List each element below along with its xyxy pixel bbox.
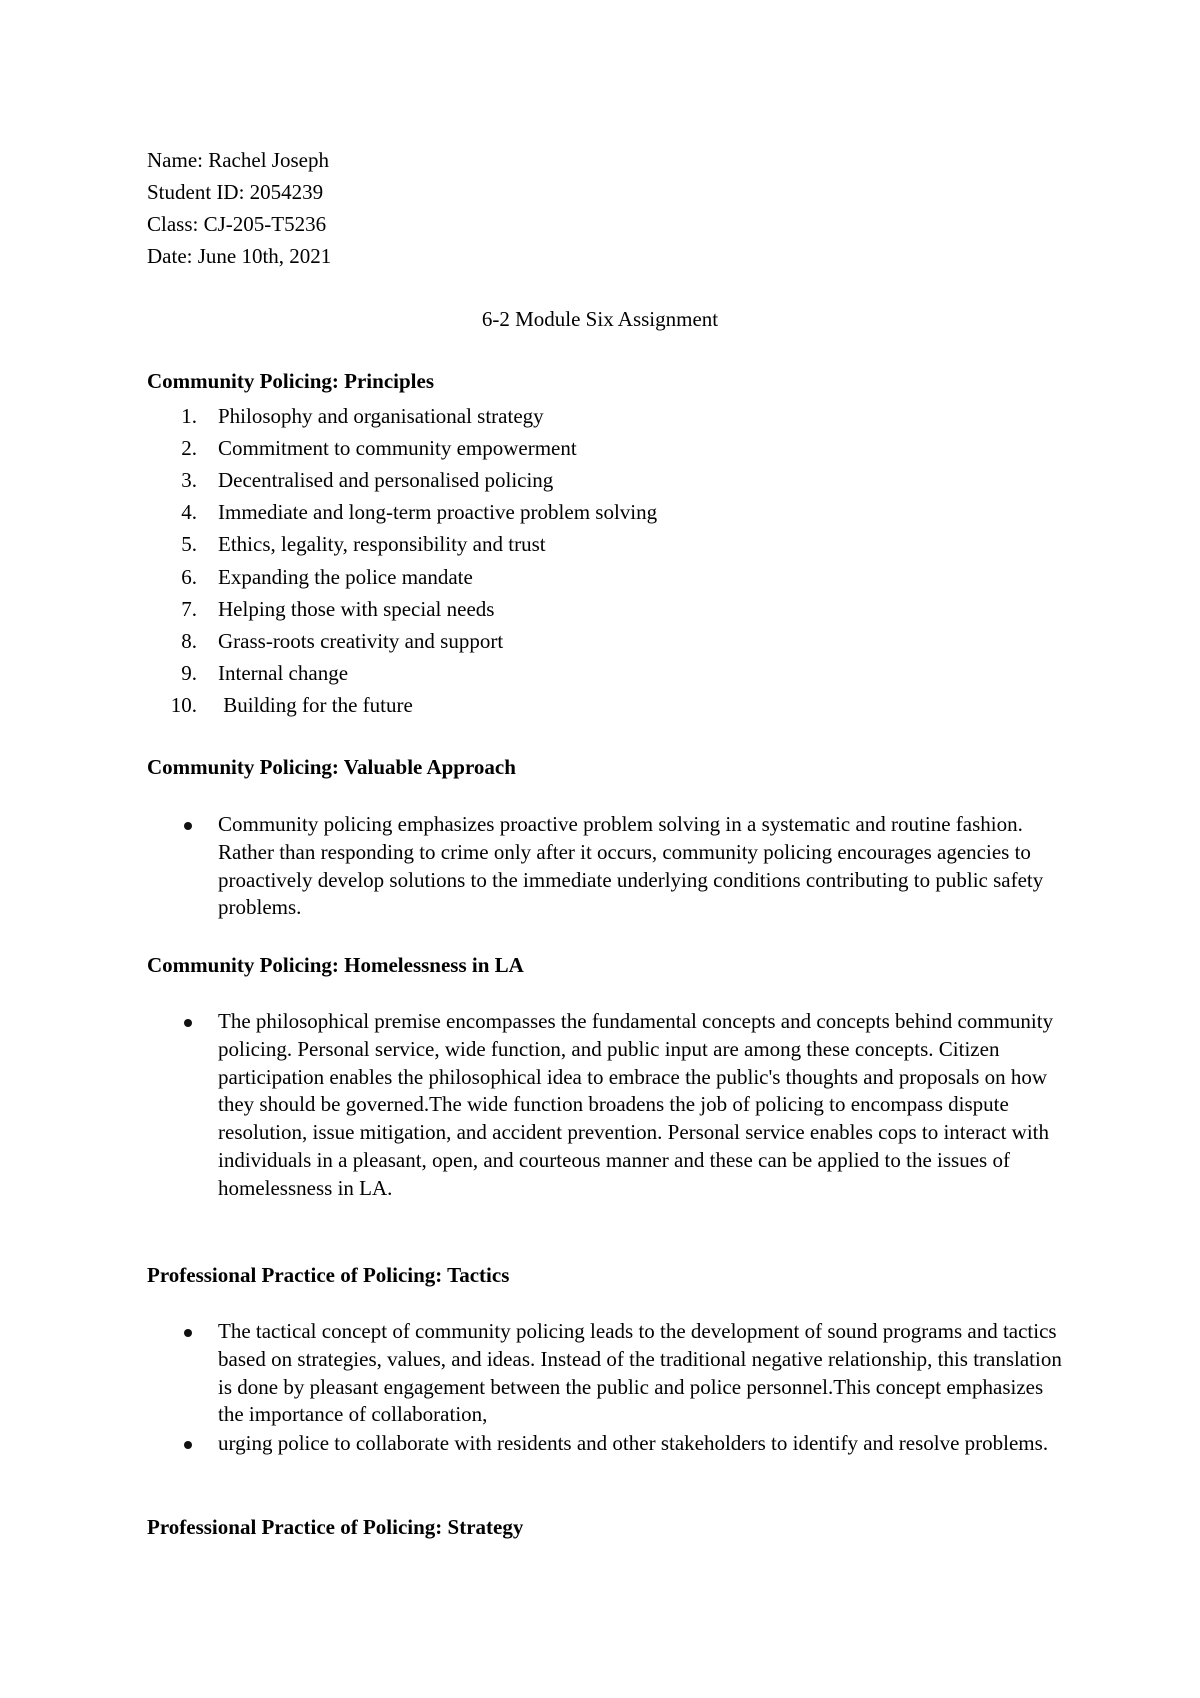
- student-id: Student ID: 2054239: [147, 180, 324, 204]
- student-name: Name: Rachel Joseph: [147, 148, 329, 172]
- bullet-icon: [184, 1019, 192, 1027]
- list-text: Building for the future: [218, 693, 413, 717]
- list-text: Internal change: [218, 661, 349, 685]
- class-code: Class: CJ-205-T5236: [147, 212, 327, 236]
- list-text: Helping those with special needs: [218, 597, 495, 621]
- bullet-icon: [184, 822, 192, 830]
- list-text: Grass-roots creativity and support: [218, 629, 504, 653]
- document-title: 6-2 Module Six Assignment: [481, 307, 719, 331]
- list-number: 2.: [181, 436, 197, 460]
- list-number: 7.: [181, 597, 197, 621]
- list-text: Commitment to community empowerment: [218, 436, 577, 460]
- heading-strategy: Professional Practice of Policing: Strategy: [147, 1515, 524, 1539]
- heading-tactics: Professional Practice of Policing: Tactics: [147, 1263, 510, 1287]
- list-number: 5.: [181, 532, 197, 556]
- bullet-text: The tactical concept of community policing leads to the development of sound programs and tactics based on strategies, values, and ideas. Instead of the traditional negative relationship, this translation is done by pleasant engagement between the public and police personnel.This concept emphasizes the importance of collaboration,: [218, 1319, 1062, 1427]
- bullet-icon: [184, 1329, 192, 1337]
- bullet-text: Community policing emphasizes proactive problem solving in a systematic and routine fashion. Rather than responding to crime only after it occurs, community policing encourages agencies to proactively develop solutions to the immediate underlying conditions contributing to public safety problems.: [218, 812, 1044, 920]
- list-text: Expanding the police mandate: [218, 565, 473, 589]
- list-number: 10.: [170, 693, 197, 717]
- list-number: 9.: [181, 661, 197, 685]
- list-number: 6.: [181, 565, 197, 589]
- heading-homelessness: Community Policing: Homelessness in LA: [147, 953, 524, 977]
- list-number: 8.: [181, 629, 197, 653]
- bullet-text: urging police to collaborate with residents and other stakeholders to identify and resolve problems.: [218, 1431, 1049, 1455]
- list-text: Decentralised and personalised policing: [218, 468, 554, 492]
- list-number: 4.: [181, 500, 197, 524]
- list-number: 3.: [181, 468, 197, 492]
- list-text: Philosophy and organisational strategy: [218, 404, 544, 428]
- heading-valuable-approach: Community Policing: Valuable Approach: [147, 755, 516, 779]
- bullet-icon: [184, 1441, 192, 1449]
- bullet-text: The philosophical premise encompasses the fundamental concepts and concepts behind community policing. Personal service, wide function, and public input are among these concepts. Citizen participation enables the philosophical idea to embrace the public's thoughts and proposals on how they should be governed.The wide function broadens the job of policing to encompass dispute resolution, issue mitigation, and accident prevention. Personal service enables cops to interact with individuals in a pleasant, open, and courteous manner and these can be applied to the issues of homelessness in LA.: [218, 1009, 1054, 1200]
- assignment-date: Date: June 10th, 2021: [147, 244, 332, 268]
- list-text: Immediate and long-term proactive problem solving: [218, 500, 658, 524]
- list-text: Ethics, legality, responsibility and trust: [218, 532, 546, 556]
- heading-principles: Community Policing: Principles: [147, 369, 434, 393]
- list-number: 1.: [181, 404, 197, 428]
